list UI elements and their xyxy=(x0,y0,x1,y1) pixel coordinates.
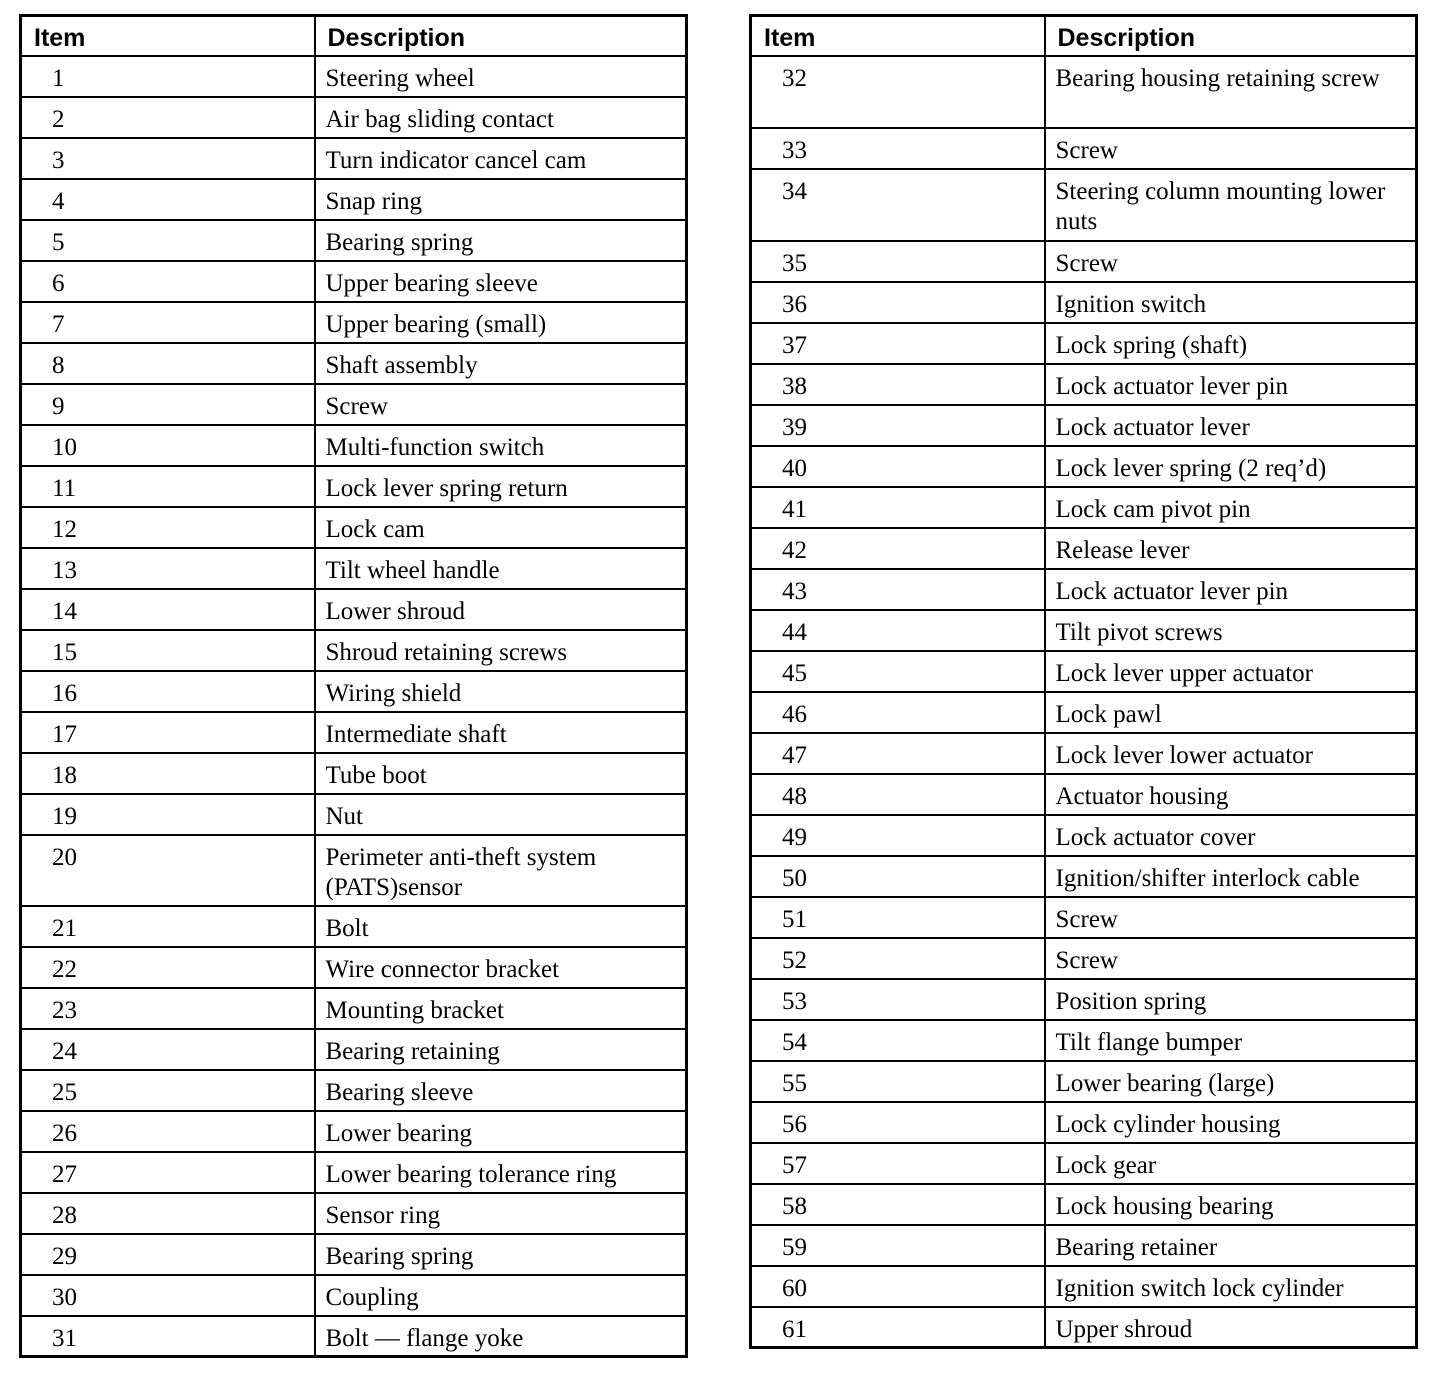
table-row xyxy=(21,753,687,794)
item-column-header: Item xyxy=(21,16,315,56)
table-row xyxy=(751,323,1417,364)
table-row xyxy=(21,138,687,179)
item-number: 25 xyxy=(21,1070,315,1111)
table-row xyxy=(21,179,687,220)
item-description: Bearing sleeve xyxy=(315,1070,687,1111)
item-description: Bearing housing retaining screw xyxy=(1045,56,1417,128)
item-number: 50 xyxy=(751,856,1045,897)
item-number: 46 xyxy=(751,692,1045,733)
item-description: Position spring xyxy=(1045,979,1417,1020)
table-row xyxy=(751,569,1417,610)
item-number: 54 xyxy=(751,1020,1045,1061)
item-number: 20 xyxy=(21,835,315,906)
item-description: Screw xyxy=(315,384,687,425)
item-description: Coupling xyxy=(315,1275,687,1316)
item-description: Bearing retaining xyxy=(315,1029,687,1070)
item-number: 38 xyxy=(751,364,1045,405)
parts-table-left-body xyxy=(21,56,687,1357)
item-description: Release lever xyxy=(1045,528,1417,569)
table-row xyxy=(751,610,1417,651)
item-description: Lower shroud xyxy=(315,589,687,630)
item-description: Lock actuator lever pin xyxy=(1045,569,1417,610)
item-number: 29 xyxy=(21,1234,315,1275)
table-row xyxy=(751,1020,1417,1061)
item-description: Lock lever spring return xyxy=(315,466,687,507)
item-description: Lock pawl xyxy=(1045,692,1417,733)
item-number: 12 xyxy=(21,507,315,548)
header-row xyxy=(751,16,1417,56)
item-number: 21 xyxy=(21,906,315,947)
item-description: Wiring shield xyxy=(315,671,687,712)
item-number: 9 xyxy=(21,384,315,425)
item-number: 37 xyxy=(751,323,1045,364)
item-description: Lock lever lower actuator xyxy=(1045,733,1417,774)
item-number: 28 xyxy=(21,1193,315,1234)
item-description: Lock cam pivot pin xyxy=(1045,487,1417,528)
item-description: Lock actuator cover xyxy=(1045,815,1417,856)
item-number: 59 xyxy=(751,1225,1045,1266)
item-number: 14 xyxy=(21,589,315,630)
item-description: Lock lever spring (2 req’d) xyxy=(1045,446,1417,487)
table-row xyxy=(21,343,687,384)
item-number: 8 xyxy=(21,343,315,384)
item-number: 53 xyxy=(751,979,1045,1020)
item-description: Upper bearing (small) xyxy=(315,302,687,343)
item-number: 49 xyxy=(751,815,1045,856)
item-description: Tilt flange bumper xyxy=(1045,1020,1417,1061)
table-row xyxy=(751,856,1417,897)
item-number: 40 xyxy=(751,446,1045,487)
item-description: Shroud retaining screws xyxy=(315,630,687,671)
item-description: Perimeter anti-theft system (PATS)sensor xyxy=(315,835,687,906)
item-number: 10 xyxy=(21,425,315,466)
item-description: Lock spring (shaft) xyxy=(1045,323,1417,364)
item-column-header: Item xyxy=(751,16,1045,56)
item-description: Lock lever upper actuator xyxy=(1045,651,1417,692)
item-number: 51 xyxy=(751,897,1045,938)
table-row xyxy=(751,241,1417,282)
parts-table-right-body xyxy=(751,56,1417,1348)
item-description: Screw xyxy=(1045,897,1417,938)
table-row xyxy=(21,671,687,712)
item-number: 33 xyxy=(751,128,1045,169)
table-row xyxy=(21,56,687,97)
item-number: 48 xyxy=(751,774,1045,815)
item-number: 2 xyxy=(21,97,315,138)
table-row xyxy=(21,947,687,988)
table-row xyxy=(751,487,1417,528)
item-description: Wire connector bracket xyxy=(315,947,687,988)
table-row xyxy=(21,906,687,947)
table-row xyxy=(21,1152,687,1193)
item-number: 18 xyxy=(21,753,315,794)
table-row xyxy=(21,1193,687,1234)
item-number: 39 xyxy=(751,405,1045,446)
item-description: Nut xyxy=(315,794,687,835)
item-number: 45 xyxy=(751,651,1045,692)
item-number: 17 xyxy=(21,712,315,753)
table-row xyxy=(751,692,1417,733)
item-number: 4 xyxy=(21,179,315,220)
item-description: Sensor ring xyxy=(315,1193,687,1234)
item-description: Lock cam xyxy=(315,507,687,548)
table-row xyxy=(751,1307,1417,1348)
table-row xyxy=(21,1070,687,1111)
table-row xyxy=(21,1029,687,1070)
item-number: 19 xyxy=(21,794,315,835)
item-number: 36 xyxy=(751,282,1045,323)
table-row xyxy=(751,56,1417,128)
table-row xyxy=(21,712,687,753)
description-column-header: Description xyxy=(315,16,687,56)
item-number: 58 xyxy=(751,1184,1045,1225)
item-description: Lower bearing xyxy=(315,1111,687,1152)
item-number: 6 xyxy=(21,261,315,302)
table-row xyxy=(751,282,1417,323)
item-number: 31 xyxy=(21,1316,315,1357)
item-description: Lock actuator lever xyxy=(1045,405,1417,446)
item-description: Lower bearing tolerance ring xyxy=(315,1152,687,1193)
item-description: Bolt xyxy=(315,906,687,947)
item-description: Screw xyxy=(1045,241,1417,282)
table-row xyxy=(21,589,687,630)
table-row xyxy=(751,1143,1417,1184)
item-number: 32 xyxy=(751,56,1045,128)
table-row xyxy=(21,630,687,671)
table-row xyxy=(751,774,1417,815)
item-description: Lower bearing (large) xyxy=(1045,1061,1417,1102)
table-row xyxy=(21,97,687,138)
item-number: 47 xyxy=(751,733,1045,774)
item-number: 35 xyxy=(751,241,1045,282)
item-number: 57 xyxy=(751,1143,1045,1184)
item-number: 56 xyxy=(751,1102,1045,1143)
item-description: Tilt wheel handle xyxy=(315,548,687,589)
parts-table-right xyxy=(749,14,1418,1349)
item-description: Upper bearing sleeve xyxy=(315,261,687,302)
item-description: Intermediate shaft xyxy=(315,712,687,753)
item-number: 26 xyxy=(21,1111,315,1152)
parts-table-left xyxy=(19,14,688,1358)
item-description: Lock housing bearing xyxy=(1045,1184,1417,1225)
table-row xyxy=(751,651,1417,692)
table-row xyxy=(21,1316,687,1357)
table-row xyxy=(751,446,1417,487)
table-row xyxy=(21,1234,687,1275)
item-description: Tube boot xyxy=(315,753,687,794)
table-row xyxy=(21,1111,687,1152)
item-number: 7 xyxy=(21,302,315,343)
item-number: 41 xyxy=(751,487,1045,528)
item-number: 27 xyxy=(21,1152,315,1193)
item-description: Multi-function switch xyxy=(315,425,687,466)
item-number: 3 xyxy=(21,138,315,179)
header-row xyxy=(21,16,687,56)
table-row xyxy=(21,794,687,835)
item-number: 24 xyxy=(21,1029,315,1070)
table-row xyxy=(751,979,1417,1020)
description-column-header: Description xyxy=(1045,16,1417,56)
item-number: 44 xyxy=(751,610,1045,651)
table-row xyxy=(21,220,687,261)
item-description: Steering wheel xyxy=(315,56,687,97)
item-description: Bolt — flange yoke xyxy=(315,1316,687,1357)
item-number: 11 xyxy=(21,466,315,507)
table-row xyxy=(21,302,687,343)
item-description: Steering column mounting lower nuts xyxy=(1045,169,1417,241)
table-row xyxy=(21,261,687,302)
table-row xyxy=(21,507,687,548)
item-number: 5 xyxy=(21,220,315,261)
table-row xyxy=(21,425,687,466)
table-row xyxy=(751,1184,1417,1225)
item-number: 16 xyxy=(21,671,315,712)
table-row xyxy=(21,988,687,1029)
table-row xyxy=(751,938,1417,979)
item-description: Turn indicator cancel cam xyxy=(315,138,687,179)
table-row xyxy=(21,548,687,589)
table-row xyxy=(751,169,1417,241)
item-number: 60 xyxy=(751,1266,1045,1307)
table-row xyxy=(751,364,1417,405)
item-number: 34 xyxy=(751,169,1045,241)
item-number: 22 xyxy=(21,947,315,988)
item-description: Lock gear xyxy=(1045,1143,1417,1184)
item-description: Bearing retainer xyxy=(1045,1225,1417,1266)
item-number: 42 xyxy=(751,528,1045,569)
table-row xyxy=(751,528,1417,569)
table-row xyxy=(21,384,687,425)
table-row xyxy=(751,897,1417,938)
table-row xyxy=(751,1061,1417,1102)
item-description: Upper shroud xyxy=(1045,1307,1417,1348)
item-number: 55 xyxy=(751,1061,1045,1102)
item-number: 52 xyxy=(751,938,1045,979)
table-row xyxy=(751,405,1417,446)
item-description: Bearing spring xyxy=(315,220,687,261)
item-number: 30 xyxy=(21,1275,315,1316)
item-description: Screw xyxy=(1045,938,1417,979)
item-description: Ignition switch lock cylinder xyxy=(1045,1266,1417,1307)
item-description: Ignition/shifter interlock cable xyxy=(1045,856,1417,897)
item-description: Screw xyxy=(1045,128,1417,169)
table-row xyxy=(751,1102,1417,1143)
item-description: Shaft assembly xyxy=(315,343,687,384)
item-description: Lock actuator lever pin xyxy=(1045,364,1417,405)
item-description: Actuator housing xyxy=(1045,774,1417,815)
table-row xyxy=(751,815,1417,856)
item-description: Tilt pivot screws xyxy=(1045,610,1417,651)
table-row xyxy=(21,1275,687,1316)
table-row xyxy=(21,835,687,906)
table-row xyxy=(751,128,1417,169)
item-number: 15 xyxy=(21,630,315,671)
table-row xyxy=(751,1266,1417,1307)
item-number: 43 xyxy=(751,569,1045,610)
item-description: Air bag sliding contact xyxy=(315,97,687,138)
item-number: 13 xyxy=(21,548,315,589)
item-number: 23 xyxy=(21,988,315,1029)
table-row xyxy=(751,1225,1417,1266)
item-description: Lock cylinder housing xyxy=(1045,1102,1417,1143)
table-row xyxy=(21,466,687,507)
item-description: Bearing spring xyxy=(315,1234,687,1275)
item-number: 1 xyxy=(21,56,315,97)
item-description: Snap ring xyxy=(315,179,687,220)
table-row xyxy=(751,733,1417,774)
item-description: Mounting bracket xyxy=(315,988,687,1029)
item-number: 61 xyxy=(751,1307,1045,1348)
item-description: Ignition switch xyxy=(1045,282,1417,323)
